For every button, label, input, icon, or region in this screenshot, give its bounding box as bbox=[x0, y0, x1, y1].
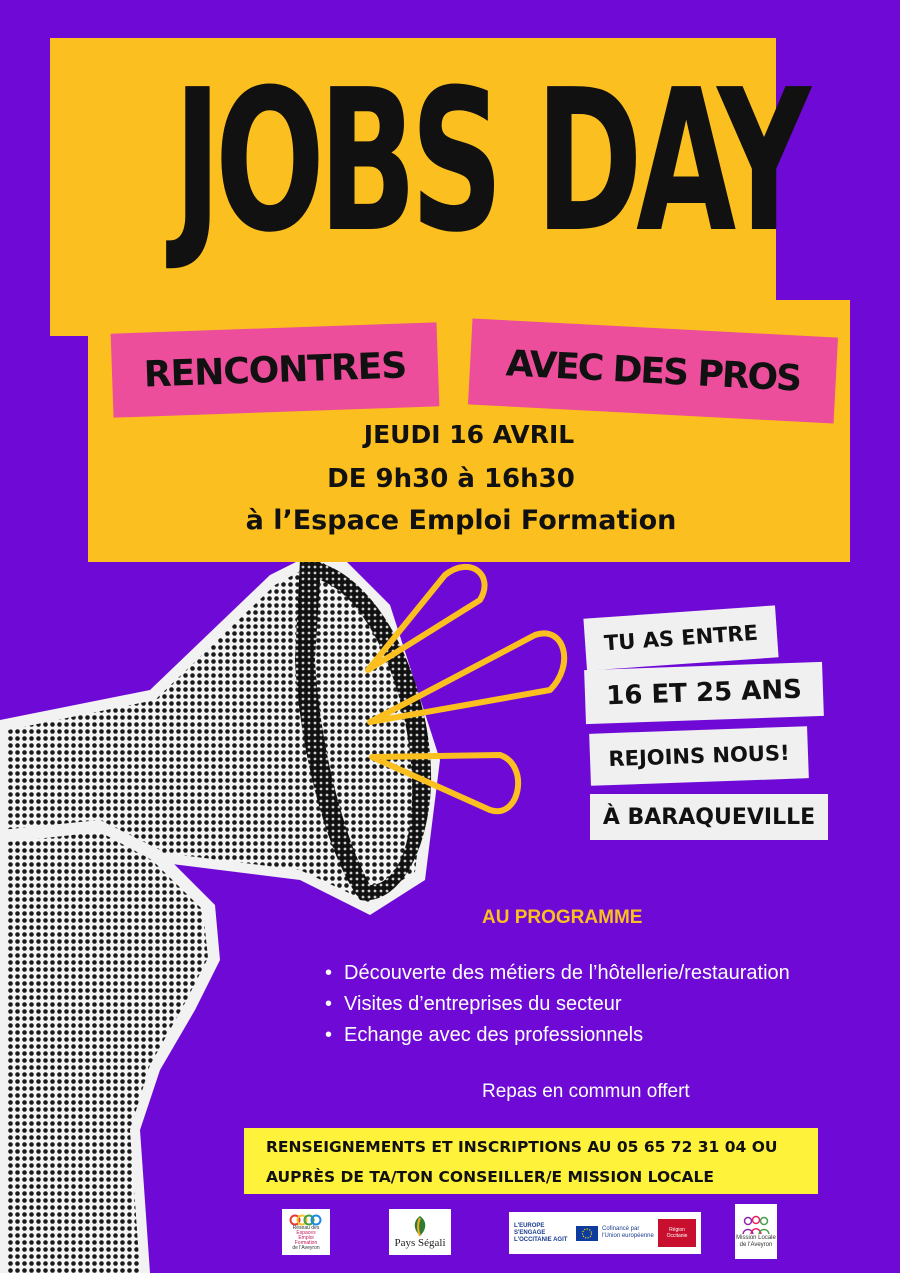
callout-age-range: 16 ET 25 ANS bbox=[584, 662, 824, 724]
event-hours: DE 9h30 à 16h30 bbox=[327, 464, 575, 494]
callout-age-intro: TU AS ENTRE bbox=[583, 605, 778, 670]
tag-rencontres: RENCONTRES bbox=[111, 322, 440, 417]
colorful-rings-icon bbox=[289, 1214, 323, 1226]
meal-note: Repas en commun offert bbox=[482, 1081, 690, 1102]
contact-box bbox=[244, 1128, 818, 1194]
event-place: à l’Espace Emploi Formation bbox=[245, 505, 677, 536]
callout-join: REJOINS NOUS! bbox=[589, 726, 809, 786]
eu-flag-icon bbox=[576, 1226, 598, 1241]
list-item: • Echange avec des professionnels bbox=[325, 1020, 790, 1051]
logo-reseau-espaces-emploi: Réseau des Espaces Emploi Formation de l'Aveyron bbox=[282, 1209, 330, 1255]
logo-pays-segali: Pays Ségali bbox=[389, 1209, 451, 1255]
logo-occitanie: Région Occitanie bbox=[658, 1219, 696, 1247]
programme-list bbox=[325, 958, 790, 1051]
list-item: • Visites d’entreprises du secteur bbox=[325, 989, 790, 1020]
logo-europe-occitanie: L'EUROPE S'ENGAGE L'OCCITANIE AGIT Cofinancé par l'Union européenne Région Occitanie bbox=[509, 1212, 701, 1254]
leaf-icon bbox=[409, 1215, 431, 1237]
tag-avec-des-pros: AVEC DES PROS bbox=[468, 318, 838, 423]
event-date: JEUDI 16 AVRIL bbox=[363, 420, 575, 449]
contact-line-1: RENSEIGNEMENTS ET INSCRIPTIONS AU 05 65 72 31 04 OU bbox=[266, 1138, 778, 1156]
hand-icon bbox=[0, 820, 220, 1273]
list-item: • Découverte des métiers de l’hôtellerie/restauration bbox=[325, 958, 790, 989]
page-title: JOBS DAY bbox=[173, 48, 805, 276]
logo-mission-locale: Mission Locale de l'Aveyron bbox=[735, 1204, 777, 1259]
callout-location: À BARAQUEVILLE bbox=[590, 794, 828, 840]
contact-line-2: AUPRÈS DE TA/TON CONSEILLER/E MISSION LOCALE bbox=[266, 1168, 714, 1186]
programme-title: AU PROGRAMME bbox=[482, 907, 643, 928]
people-icon bbox=[741, 1215, 771, 1235]
